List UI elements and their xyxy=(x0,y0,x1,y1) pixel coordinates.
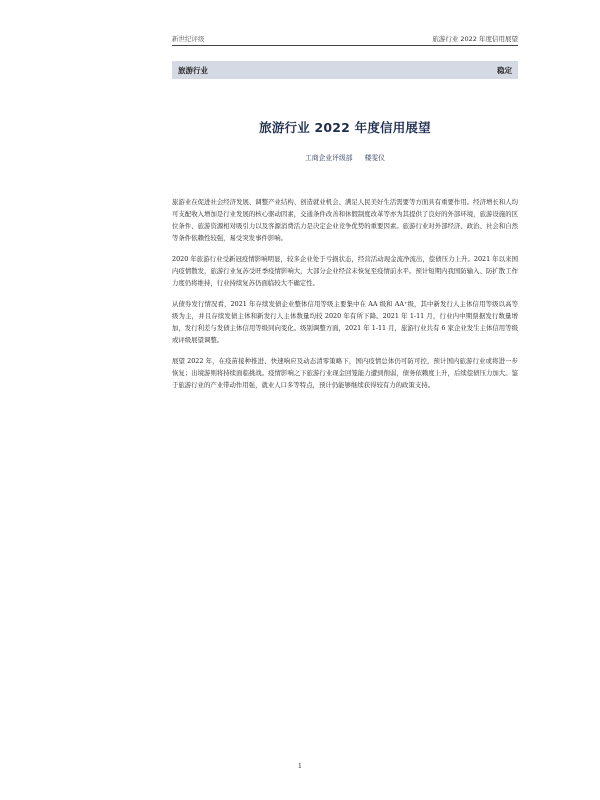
document-body xyxy=(172,196,518,400)
running-title: 旅游行业 2022 年度信用展望 xyxy=(432,34,518,43)
publisher-name: 新世纪评级 xyxy=(172,34,205,43)
department-name: 工商企业评级部 xyxy=(305,154,353,162)
body-paragraph: 从债券发行情况看，2021 年存续发债企业整体信用等级主要集中在 AA 级和 AA⁺级，其中新发行人主体信用等级以高等级为主，并且存续发债主体和新发行人主体数量均较 2020 年有所下降。2021 年 1-11 月，行业内中期票据发行数量增加，发行利差与发债主体信用等级同向变化。级别调整方面，2021 年 1-11 月，旅游行业共有 6 家企业发生主体信用等级或评级展望调整。 xyxy=(172,300,518,344)
page-number: 1 xyxy=(297,762,303,770)
byline xyxy=(172,152,518,162)
body-paragraph: 展望 2022 年，在疫苗接种推进、快速响应及动态清零策略下，国内疫情总体仍可防可控，预计国内旅游行业或将进一步恢复；出境游则将持续面临挑战。疫情影响之下旅游行业现金回笼能力遭到削弱，债务依赖度上升，后续偿债压力加大。鉴于旅游行业的产业带动作用强，就业人口多等特点，预计仍能够继续获得较有力的政策支持。 xyxy=(172,357,518,389)
outlook-label: 稳定 xyxy=(497,65,512,75)
page-header xyxy=(172,32,518,44)
sector-label: 旅游行业 xyxy=(178,65,208,75)
body-paragraph: 2020 年旅游行业受新冠疫情影响明显，较多企业处于亏损状态，经营活动现金流净流出，偿债压力上升。2021 年以来国内疫情散发，旅游行业复苏受旺季疫情影响大，大部分企业经营未恢复至疫情前水平。预计短期内我国防输入、防扩散工作力度仍将维持，行业持续复苏仍面临较大不确定性。 xyxy=(172,255,518,287)
document-title: 旅游行业 2022 年度信用展望 xyxy=(259,120,431,135)
body-paragraph: 旅游业在促进社会经济发展、调整产业结构、创造就业机会、满足人民美好生活需要等方面具有重要作用。经济增长和人均可支配收入增加是行业发展的核心驱动因素，交通条件改善和休假制度改革等亦为其提供了良好的外部环境，旅游设施的区位条件、旅游资源相对吸引力以及客源消费活力是决定企业竞争优势的重要因素。旅游行业对外部经济、政治、社会和自然等条件依赖性较强，易受突发事件影响。 xyxy=(172,198,518,242)
author-name: 楼雯仪 xyxy=(364,154,385,162)
sector-banner xyxy=(172,61,518,79)
header-divider xyxy=(172,45,518,46)
